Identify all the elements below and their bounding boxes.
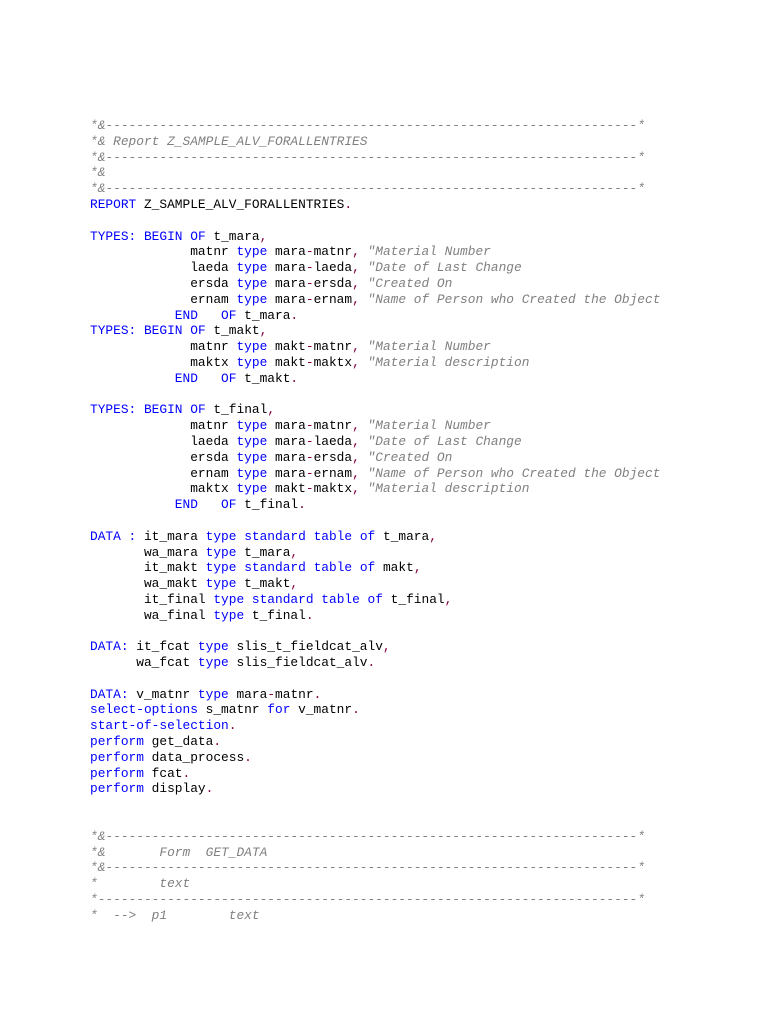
abap-source-code <box>90 118 660 924</box>
code-text: maktx <box>90 354 237 370</box>
code-comment: "Material description <box>367 481 530 497</box>
code-text: mara <box>267 260 306 276</box>
code-text: it_mara <box>136 528 206 544</box>
code-line <box>90 434 660 450</box>
code-text: Z_SAMPLE_ALV_FORALLENTRIES <box>136 196 345 212</box>
code-punct: , <box>352 449 360 465</box>
code-text: matnr <box>313 339 353 355</box>
code-comment: *&---------------------------------------------------------------------* <box>90 149 645 165</box>
code-punct: - <box>305 449 314 465</box>
code-text: mara <box>267 449 306 465</box>
code-text: maktx <box>90 481 237 497</box>
code-punct: . <box>205 781 214 797</box>
code-keyword: type <box>236 418 268 434</box>
code-text: slis_fieldcat_alv <box>228 655 368 671</box>
code-text: display <box>143 781 206 797</box>
code-keyword: type <box>236 275 268 291</box>
code-comment: "Material Number <box>367 244 491 260</box>
code-text: mara <box>267 465 306 481</box>
code-text: wa_final <box>90 607 214 623</box>
code-punct: . <box>367 655 376 671</box>
code-text: t_final <box>236 497 299 513</box>
code-text: data_process <box>143 749 245 765</box>
code-keyword: OF <box>221 497 237 513</box>
code-keyword: perform <box>90 765 144 781</box>
code-text: t_final <box>244 607 306 623</box>
code-text: ersda <box>90 275 237 291</box>
code-text <box>90 497 175 512</box>
code-punct: , <box>352 260 360 276</box>
code-keyword: type <box>213 607 245 623</box>
code-text: it_final <box>90 591 214 607</box>
code-keyword: type <box>197 655 229 671</box>
code-text: wa_fcat <box>90 655 198 671</box>
code-line <box>90 718 660 734</box>
code-keyword: type <box>236 354 268 370</box>
code-punct: , <box>352 465 360 481</box>
code-keyword: DATA: <box>90 639 129 655</box>
code-line <box>90 576 660 592</box>
code-line <box>90 276 660 292</box>
code-text: laeda <box>90 260 237 276</box>
code-keyword: type <box>205 544 237 560</box>
code-line <box>90 292 660 308</box>
code-line <box>90 829 660 845</box>
code-comment: *&---------------------------------------------------------------------* <box>90 118 645 133</box>
code-punct: . <box>228 718 237 734</box>
code-line <box>90 797 660 813</box>
code-keyword: BEGIN <box>143 323 183 339</box>
code-line <box>90 181 660 197</box>
code-line <box>90 497 660 513</box>
code-text: ernam <box>90 291 237 307</box>
code-keyword: type <box>236 433 268 449</box>
code-text: t_final <box>382 591 445 607</box>
code-text: laeda <box>90 433 237 449</box>
code-keyword: perform <box>90 734 144 750</box>
code-comment: * --> p1 text <box>90 907 260 923</box>
code-keyword: OF <box>190 228 206 244</box>
code-punct: - <box>305 339 314 355</box>
code-line <box>90 655 660 671</box>
code-line <box>90 134 660 150</box>
code-comment: "Date of Last Change <box>367 433 522 449</box>
code-line <box>90 813 660 829</box>
code-keyword: END <box>174 370 198 386</box>
code-keyword: type <box>197 686 229 702</box>
code-comment: "Material Number <box>367 339 491 355</box>
code-text <box>198 497 221 512</box>
code-punct: , <box>352 354 360 370</box>
code-line <box>90 418 660 434</box>
code-text <box>360 244 368 259</box>
code-text: matnr <box>90 418 237 434</box>
code-text: it_makt <box>90 560 206 576</box>
code-text: fcat <box>143 765 183 781</box>
code-text: makt <box>267 354 306 370</box>
code-text: matnr <box>275 686 314 702</box>
code-punct: , <box>352 275 360 291</box>
code-line <box>90 845 660 861</box>
code-line <box>90 592 660 608</box>
code-keyword: type <box>197 639 229 655</box>
code-keyword: OF <box>221 307 237 323</box>
code-line <box>90 229 660 245</box>
code-text: t_final <box>205 402 268 418</box>
code-text: wa_mara <box>90 544 206 560</box>
code-comment: "Material description <box>367 354 530 370</box>
code-text <box>306 529 314 544</box>
code-line <box>90 481 660 497</box>
code-text: ersda <box>313 275 353 291</box>
code-text <box>244 592 252 607</box>
code-punct: - <box>305 275 314 291</box>
code-text: makt <box>267 481 306 497</box>
code-punct: . <box>290 307 299 323</box>
code-text: mara <box>267 291 306 307</box>
code-text: t_mara <box>236 544 291 560</box>
code-keyword: REPORT <box>90 196 137 212</box>
code-text <box>198 308 221 323</box>
code-text: slis_t_fieldcat_alv <box>228 639 383 655</box>
code-keyword: start-of-selection <box>90 718 229 734</box>
code-text <box>360 355 368 370</box>
code-keyword: perform <box>90 781 144 797</box>
code-keyword: TYPES: <box>90 402 137 418</box>
code-keyword: OF <box>190 402 206 418</box>
code-line <box>90 150 660 166</box>
code-comment: "Name of Person who Created the Object <box>367 465 661 481</box>
code-text: matnr <box>313 244 353 260</box>
code-line <box>90 355 660 371</box>
code-keyword: for <box>267 702 291 718</box>
code-line <box>90 687 660 703</box>
code-text: mara <box>267 275 306 291</box>
code-line <box>90 529 660 545</box>
code-text <box>136 323 144 338</box>
code-keyword: type <box>236 339 268 355</box>
code-line <box>90 466 660 482</box>
code-punct: - <box>305 354 314 370</box>
code-comment: "Date of Last Change <box>367 260 522 276</box>
code-punct: - <box>267 686 276 702</box>
code-punct: , <box>352 481 360 497</box>
code-text <box>360 339 368 354</box>
code-keyword: table <box>321 591 360 607</box>
code-text: mara <box>267 433 306 449</box>
code-text <box>360 481 368 496</box>
code-text <box>352 529 360 544</box>
code-line <box>90 402 660 418</box>
code-line <box>90 560 660 576</box>
code-text: v_matnr <box>290 702 353 718</box>
code-line <box>90 118 660 134</box>
code-text <box>360 418 368 433</box>
code-keyword: type <box>236 260 268 276</box>
code-line <box>90 339 660 355</box>
code-text: maktx <box>313 481 353 497</box>
code-text: s_matnr <box>197 702 268 718</box>
code-comment: *&---------------------------------------------------------------------* <box>90 860 645 876</box>
code-text: it_fcat <box>128 639 198 655</box>
code-text <box>352 560 360 575</box>
code-punct: , <box>352 418 360 434</box>
code-keyword: type <box>205 528 237 544</box>
code-line <box>90 876 660 892</box>
code-punct: , <box>429 528 437 544</box>
code-line <box>90 908 660 924</box>
code-punct: , <box>352 291 360 307</box>
code-line <box>90 244 660 260</box>
code-text: makt <box>267 339 306 355</box>
code-text <box>360 466 368 481</box>
code-text <box>136 229 144 244</box>
code-comment: *----------------------------------------------------------------------* <box>90 892 645 908</box>
code-keyword: standard <box>244 560 306 576</box>
code-text <box>360 292 368 307</box>
code-keyword: BEGIN <box>143 228 183 244</box>
code-keyword: END <box>174 307 198 323</box>
code-line <box>90 766 660 782</box>
code-comment: *&---------------------------------------------------------------------* <box>90 181 645 197</box>
code-text: t_mara <box>375 528 430 544</box>
code-line <box>90 260 660 276</box>
code-keyword: table <box>313 528 353 544</box>
code-text <box>360 260 368 275</box>
code-punct: - <box>305 433 314 449</box>
code-comment: *& Form GET_DATA <box>90 844 268 860</box>
code-text: ernam <box>313 465 353 481</box>
code-text: matnr <box>313 418 353 434</box>
code-keyword: BEGIN <box>143 402 183 418</box>
code-text: v_matnr <box>128 686 198 702</box>
code-line <box>90 450 660 466</box>
code-keyword: TYPES: <box>90 323 137 339</box>
code-text: maktx <box>313 354 353 370</box>
code-punct: - <box>305 481 314 497</box>
code-comment: *& Report Z_SAMPLE_ALV_FORALLENTRIES <box>90 133 368 149</box>
code-punct: , <box>444 591 453 607</box>
code-text <box>198 371 221 386</box>
code-keyword: table <box>313 560 353 576</box>
code-keyword: type <box>213 591 245 607</box>
code-punct: . <box>313 686 322 702</box>
code-punct: . <box>290 370 299 386</box>
code-line <box>90 197 660 213</box>
code-line <box>90 308 660 324</box>
code-line <box>90 750 660 766</box>
code-text: t_makt <box>205 323 260 339</box>
code-text <box>90 371 175 386</box>
code-line <box>90 323 660 339</box>
code-keyword: type <box>205 576 237 592</box>
code-text: ernam <box>313 291 353 307</box>
code-keyword: DATA: <box>90 686 129 702</box>
code-line <box>90 702 660 718</box>
code-keyword: of <box>359 528 376 544</box>
code-text <box>360 434 368 449</box>
code-line <box>90 165 660 181</box>
code-punct: . <box>352 702 360 718</box>
code-text: laeda <box>313 433 353 449</box>
code-line <box>90 624 660 640</box>
code-line <box>90 639 660 655</box>
code-keyword: END <box>174 497 198 513</box>
code-text: mara <box>267 244 306 260</box>
code-line <box>90 781 660 797</box>
code-text <box>360 592 368 607</box>
code-punct: , <box>382 639 391 655</box>
code-text: laeda <box>313 260 353 276</box>
code-punct: . <box>298 497 306 513</box>
code-text: t_makt <box>236 370 291 386</box>
code-punct: , <box>413 560 422 576</box>
code-keyword: type <box>236 291 268 307</box>
code-punct: . <box>305 607 314 623</box>
code-punct: - <box>305 418 314 434</box>
code-punct: , <box>290 544 299 560</box>
code-keyword: standard <box>251 591 314 607</box>
code-keyword: type <box>236 449 268 465</box>
code-keyword: OF <box>190 323 206 339</box>
code-text: t_makt <box>236 576 291 592</box>
code-comment: "Name of Person who Created the Object <box>367 291 661 307</box>
code-comment: *& <box>90 165 106 181</box>
code-text: ersda <box>313 449 353 465</box>
code-keyword: standard <box>244 528 306 544</box>
code-comment: * text <box>90 876 191 892</box>
code-text: ernam <box>90 465 237 481</box>
code-punct: . <box>344 196 353 212</box>
code-text: get_data <box>143 734 214 750</box>
code-text: matnr <box>90 339 237 355</box>
code-punct: . <box>244 749 252 765</box>
code-line <box>90 371 660 387</box>
code-comment: "Created On <box>367 275 453 291</box>
code-punct: - <box>305 291 314 307</box>
code-line <box>90 608 660 624</box>
code-comment: "Created On <box>367 449 453 465</box>
code-punct: , <box>259 228 268 244</box>
code-punct: , <box>267 402 276 418</box>
code-line <box>90 892 660 908</box>
code-line <box>90 860 660 876</box>
code-keyword: perform <box>90 749 144 765</box>
code-text: wa_makt <box>90 576 206 592</box>
code-text: mara <box>228 686 268 702</box>
code-line <box>90 513 660 529</box>
code-text <box>136 402 144 417</box>
code-punct: - <box>305 260 314 276</box>
code-keyword: type <box>205 560 237 576</box>
code-punct: - <box>305 465 314 481</box>
code-text <box>90 308 175 323</box>
code-comment: "Material Number <box>367 418 491 434</box>
code-line <box>90 387 660 403</box>
code-keyword: select-options <box>90 702 198 718</box>
code-text <box>360 276 368 291</box>
code-punct: , <box>352 433 360 449</box>
code-comment: *&---------------------------------------------------------------------* <box>90 828 645 844</box>
code-text: matnr <box>90 244 237 260</box>
code-punct: . <box>182 765 191 781</box>
code-line <box>90 734 660 750</box>
code-text: makt <box>375 560 414 576</box>
code-text: ersda <box>90 449 237 465</box>
code-keyword: of <box>367 591 383 607</box>
code-line <box>90 213 660 229</box>
code-text: mara <box>267 418 306 434</box>
code-keyword: OF <box>221 370 237 386</box>
code-punct: , <box>352 339 360 355</box>
code-punct: . <box>213 734 222 750</box>
code-line <box>90 671 660 687</box>
code-keyword: type <box>236 481 268 497</box>
code-punct: , <box>352 244 360 260</box>
code-punct: , <box>259 323 268 339</box>
code-line <box>90 545 660 561</box>
code-keyword: DATA : <box>90 528 137 544</box>
code-keyword: type <box>236 244 268 260</box>
code-keyword: TYPES: <box>90 228 137 244</box>
code-text: t_mara <box>236 307 291 323</box>
code-keyword: type <box>236 465 268 481</box>
code-punct: , <box>290 576 299 592</box>
code-punct: - <box>305 244 314 260</box>
code-text: t_mara <box>205 228 260 244</box>
code-text <box>360 450 368 465</box>
code-text <box>306 560 314 575</box>
code-keyword: of <box>359 560 376 576</box>
